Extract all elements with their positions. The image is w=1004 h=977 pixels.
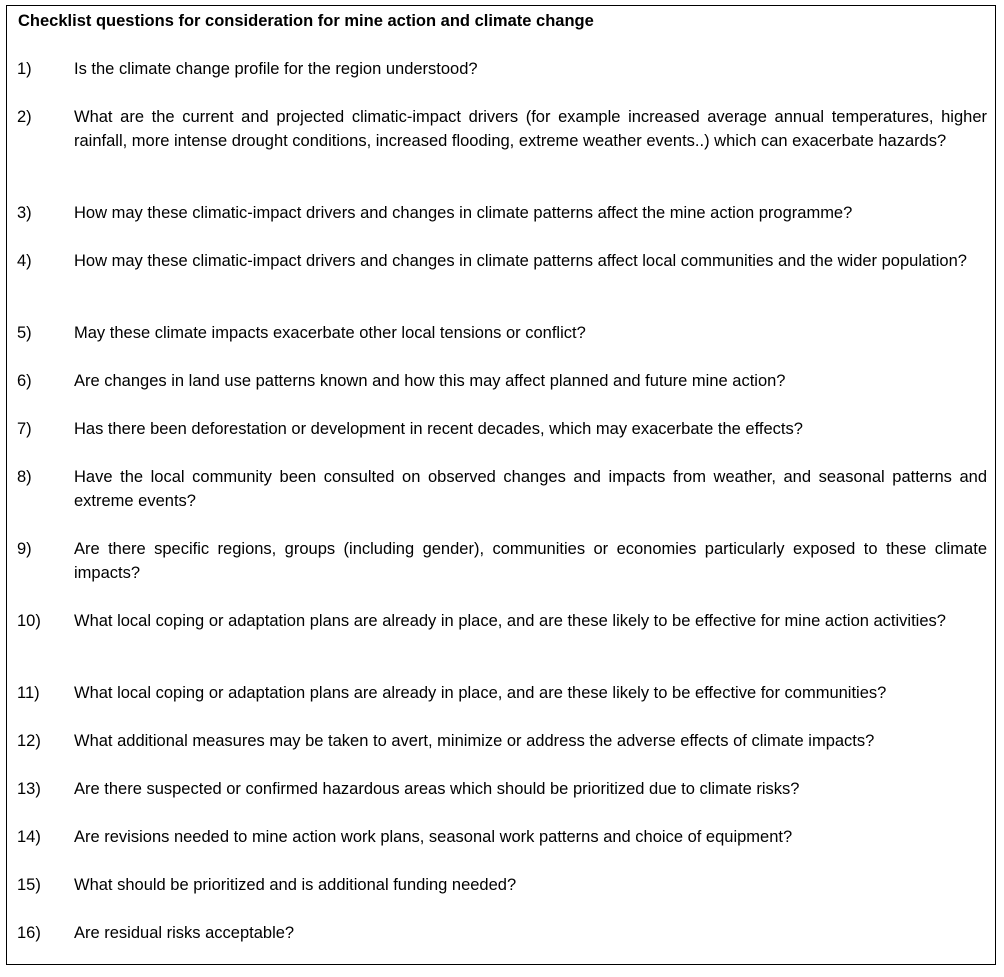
item-text: Are there suspected or confirmed hazardous areas which should be prioritized due to climate risks? bbox=[74, 780, 800, 798]
checklist-item bbox=[17, 921, 987, 945]
item-text: May these climate impacts exacerbate other local tensions or conflict? bbox=[74, 324, 586, 342]
checklist-title: Checklist questions for consideration for mine action and climate change bbox=[18, 12, 594, 30]
item-text: What local coping or adaptation plans are already in place, and are these likely to be effective for communities? bbox=[74, 684, 887, 702]
item-number: 10) bbox=[17, 612, 41, 630]
item-number: 11) bbox=[17, 684, 40, 702]
item-text: What are the current and projected climatic-impact drivers (for example increased average annual temperatures, higher rainfall, more intense drought conditions, increased flooding, extreme weather events..) which can exacerbate hazards? bbox=[74, 108, 987, 150]
checklist-item bbox=[17, 369, 987, 393]
item-text: Are revisions needed to mine action work plans, seasonal work patterns and choice of equipment? bbox=[74, 828, 793, 846]
checklist-item bbox=[17, 417, 987, 441]
item-number: 4) bbox=[17, 252, 32, 270]
item-text: How may these climatic-impact drivers and changes in climate patterns affect local communities and the wider population? bbox=[74, 252, 967, 270]
item-number: 8) bbox=[17, 468, 32, 486]
checklist-item bbox=[17, 249, 987, 273]
item-text: Are residual risks acceptable? bbox=[74, 924, 295, 942]
checklist-item bbox=[17, 729, 987, 753]
checklist-item bbox=[17, 321, 987, 345]
item-number: 2) bbox=[17, 108, 32, 126]
item-number: 12) bbox=[17, 732, 41, 750]
checklist-item bbox=[17, 825, 987, 849]
item-number: 14) bbox=[17, 828, 41, 846]
item-number: 3) bbox=[17, 204, 32, 222]
item-number: 1) bbox=[17, 60, 32, 78]
checklist-item bbox=[17, 465, 987, 513]
item-number: 13) bbox=[17, 780, 41, 798]
checklist-item bbox=[17, 681, 987, 705]
item-number: 15) bbox=[17, 876, 41, 894]
checklist-item bbox=[17, 201, 987, 225]
checklist-item bbox=[17, 873, 987, 897]
item-text: How may these climatic-impact drivers and changes in climate patterns affect the mine action programme? bbox=[74, 204, 853, 222]
checklist-item bbox=[17, 609, 987, 633]
checklist-item bbox=[17, 537, 987, 585]
item-text: Are changes in land use patterns known and how this may affect planned and future mine action? bbox=[74, 372, 786, 390]
item-text: Is the climate change profile for the region understood? bbox=[74, 60, 478, 78]
item-text: What should be prioritized and is additional funding needed? bbox=[74, 876, 517, 894]
item-number: 6) bbox=[17, 372, 32, 390]
checklist-item bbox=[17, 57, 987, 81]
item-number: 16) bbox=[17, 924, 41, 942]
item-number: 9) bbox=[17, 540, 32, 558]
item-text: What additional measures may be taken to avert, minimize or address the adverse effects of climate impacts? bbox=[74, 732, 875, 750]
checklist-item bbox=[17, 777, 987, 801]
item-text: Has there been deforestation or development in recent decades, which may exacerbate the effects? bbox=[74, 420, 803, 438]
item-number: 5) bbox=[17, 324, 32, 342]
item-text: What local coping or adaptation plans are already in place, and are these likely to be effective for mine action activities? bbox=[74, 612, 946, 630]
item-text: Have the local community been consulted on observed changes and impacts from weather, and seasonal patterns and extreme events? bbox=[74, 468, 987, 510]
item-number: 7) bbox=[17, 420, 32, 438]
item-text: Are there specific regions, groups (including gender), communities or economies particularly exposed to these climate impacts? bbox=[74, 540, 987, 582]
checklist-item bbox=[17, 105, 987, 153]
